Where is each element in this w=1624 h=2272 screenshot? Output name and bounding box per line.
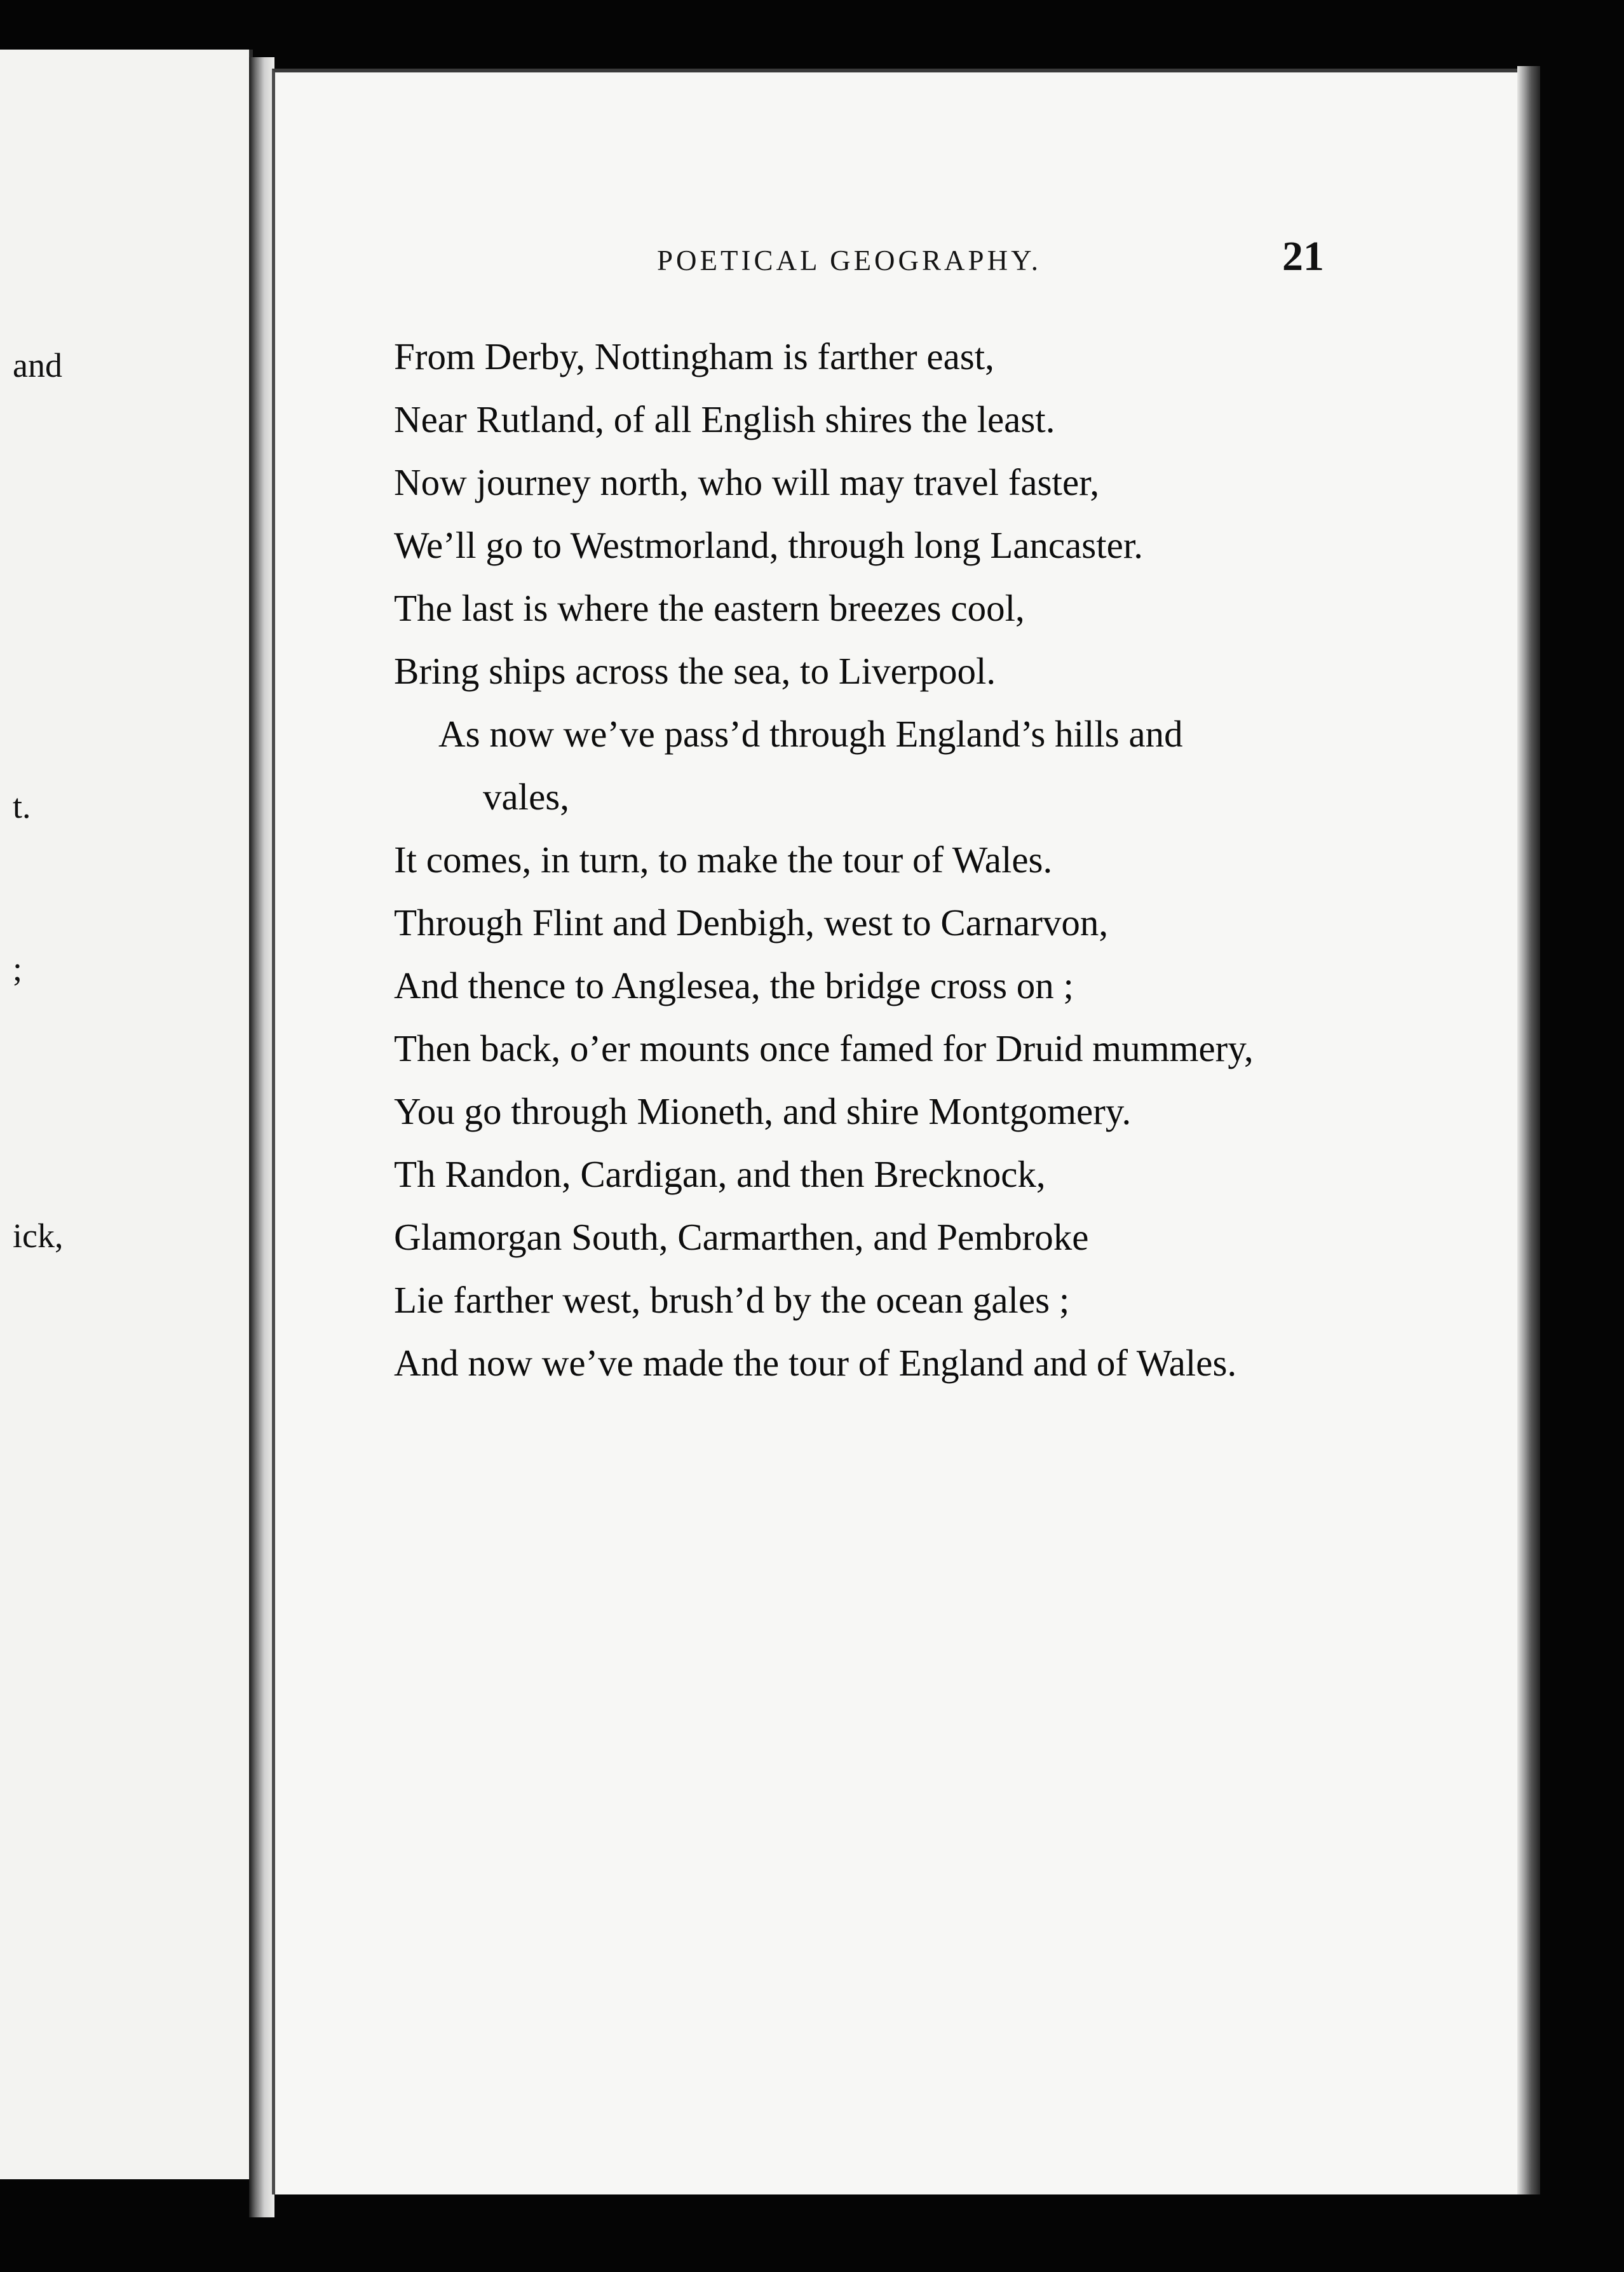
page-number: 21	[1282, 233, 1324, 280]
poem	[394, 325, 1385, 1395]
poem-line: Through Flint and Denbigh, west to Carnarvon,	[394, 902, 1109, 943]
poem-line: You go through Mioneth, and shire Montgomery.	[394, 1090, 1132, 1132]
poem-line: Glamorgan South, Carmarthen, and Pembroke	[394, 1216, 1089, 1258]
left-fragment-semicolon: ;	[13, 950, 23, 988]
left-facing-page	[0, 50, 253, 2179]
poem-line: From Derby, Nottingham is farther east,	[394, 335, 994, 377]
poem-line: Bring ships across the sea, to Liverpool.	[394, 650, 996, 692]
left-fragment-ick: ick,	[13, 1217, 64, 1255]
poem-line: As now we’ve pass’d through England’s hills and	[438, 713, 1183, 755]
poem-line: Lie farther west, brush’d by the ocean gales ;	[394, 1279, 1070, 1321]
poem-line: Th Randon, Cardigan, and then Brecknock,	[394, 1153, 1046, 1195]
poem-line: It comes, in turn, to make the tour of Wales.	[394, 839, 1053, 881]
poem-line: The last is where the eastern breezes cool,	[394, 587, 1025, 629]
poem-line: We’ll go to Westmorland, through long Lancaster.	[394, 524, 1143, 566]
left-fragment-t: t.	[13, 787, 31, 825]
poem-line: And thence to Anglesea, the bridge cross on ;	[394, 964, 1074, 1006]
poem-line: And now we’ve made the tour of England and of Wales.	[394, 1342, 1237, 1384]
poem-line: vales,	[483, 776, 569, 818]
running-head: POETICAL GEOGRAPHY.	[657, 245, 1042, 276]
poem-line: Near Rutland, of all English shires the least.	[394, 398, 1055, 440]
book-gutter	[249, 57, 274, 2217]
left-fragment-and: and	[13, 346, 62, 384]
page-edge	[1517, 66, 1540, 2194]
poem-line: Now journey north, who will may travel faster,	[394, 461, 1100, 503]
poem-line: Then back, o’er mounts once famed for Druid mummery,	[394, 1027, 1254, 1069]
